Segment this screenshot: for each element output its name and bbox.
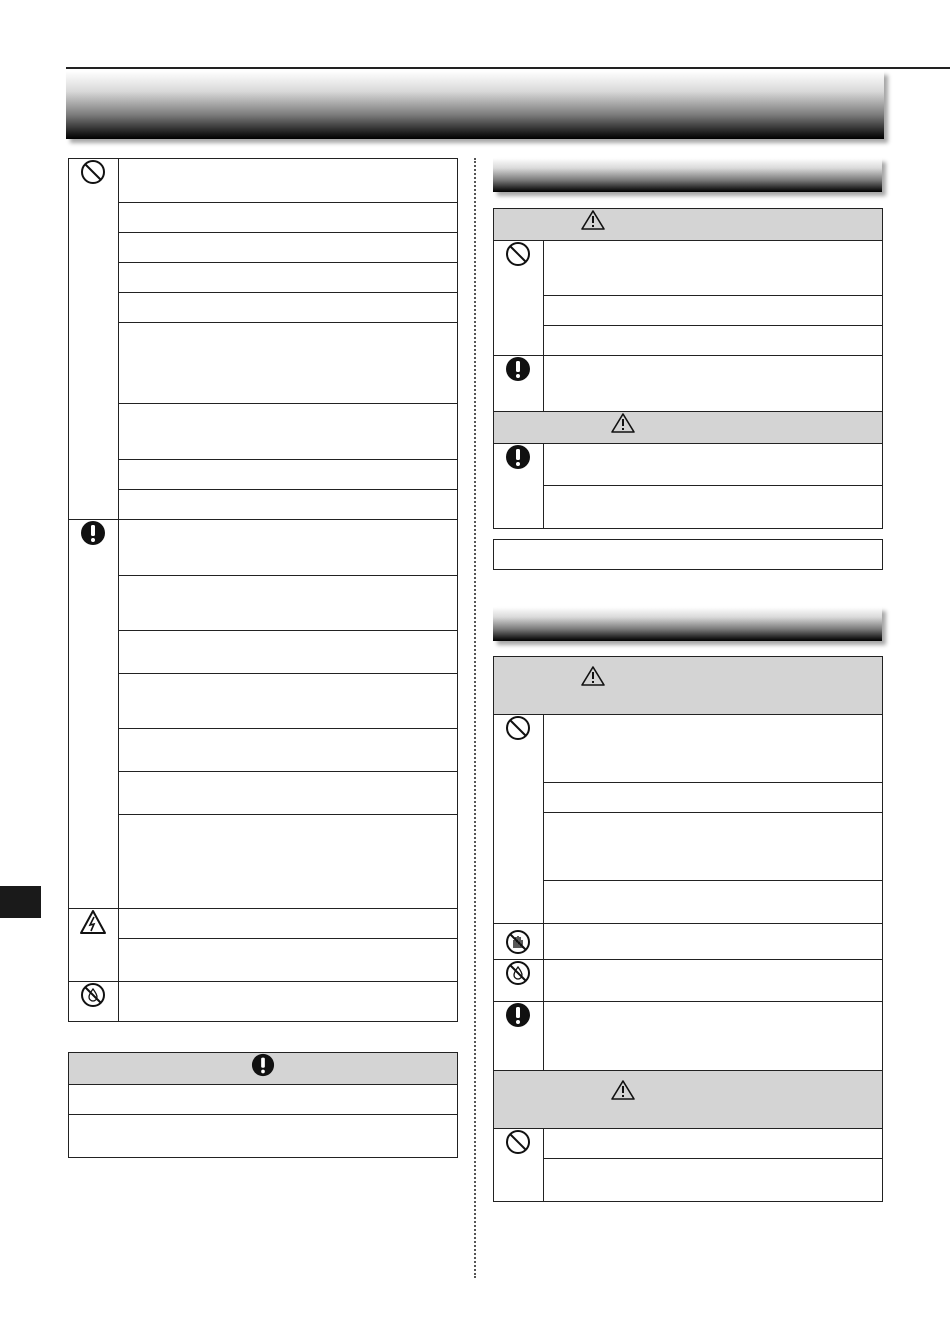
prohibition-icon xyxy=(505,715,531,741)
safety-row xyxy=(118,772,457,815)
warning-row xyxy=(543,924,882,960)
header-rule xyxy=(66,67,950,69)
no-water-icon xyxy=(80,982,106,1008)
warning-triangle-icon xyxy=(580,665,606,687)
warning-row xyxy=(543,715,882,783)
section-2-table xyxy=(493,656,883,1202)
safety-row xyxy=(118,576,457,631)
safety-row xyxy=(118,233,457,263)
exclamation-icon xyxy=(251,1053,275,1077)
exclamation-icon-cell xyxy=(494,356,544,412)
warning-row xyxy=(543,1002,882,1071)
caution-row xyxy=(543,444,882,486)
safety-row xyxy=(118,404,457,460)
safety-row xyxy=(118,982,457,1022)
safety-row xyxy=(118,631,457,674)
safety-row xyxy=(118,293,457,323)
warning-triangle-icon xyxy=(580,209,606,231)
prohibition-icon xyxy=(505,241,531,267)
exclamation-icon xyxy=(505,356,531,382)
prohibition-icon-cell xyxy=(494,1129,544,1202)
safety-row xyxy=(118,460,457,490)
warning-header xyxy=(494,657,883,715)
caution-header xyxy=(494,412,883,444)
safety-row xyxy=(118,520,457,576)
warning-row xyxy=(543,960,882,1002)
exclamation-icon-cell xyxy=(69,520,119,909)
prohibition-icon xyxy=(505,1129,531,1155)
no-wet-hands-icon xyxy=(505,929,531,955)
warning-row xyxy=(543,241,882,296)
notice-row xyxy=(69,1085,458,1115)
warning-row xyxy=(543,881,882,924)
warning-row xyxy=(543,783,882,813)
chapter-tab xyxy=(0,886,41,918)
prohibition-icon-cell xyxy=(494,241,544,356)
left-safety-table xyxy=(68,158,458,1022)
column-divider xyxy=(474,158,476,1278)
caution-row xyxy=(543,486,882,529)
left-notice-table xyxy=(68,1052,458,1158)
section-1-title-band xyxy=(493,158,882,192)
caution-header xyxy=(494,1071,883,1129)
warning-row xyxy=(543,356,882,412)
safety-row xyxy=(118,159,457,203)
warning-row xyxy=(543,813,882,881)
prohibition-icon-cell xyxy=(69,159,119,520)
page-title-band xyxy=(66,71,884,139)
safety-row xyxy=(118,203,457,233)
exclamation-icon xyxy=(505,444,531,470)
warning-triangle-icon xyxy=(610,412,636,434)
warning-header xyxy=(494,209,883,241)
safety-row xyxy=(118,674,457,729)
caution-row xyxy=(543,1129,882,1159)
section-2-title-band xyxy=(493,607,882,641)
safety-row xyxy=(118,490,457,520)
safety-row xyxy=(118,815,457,909)
electric-shock-icon-cell xyxy=(69,909,119,982)
warning-row xyxy=(543,326,882,356)
no-water-icon-cell xyxy=(69,982,119,1022)
warning-row xyxy=(543,296,882,326)
section-1-table xyxy=(493,208,883,529)
safety-row xyxy=(118,263,457,293)
prohibition-icon xyxy=(80,159,106,185)
prohibition-icon-cell xyxy=(494,715,544,924)
electric-shock-icon xyxy=(79,909,107,935)
exclamation-icon-cell xyxy=(494,444,544,529)
exclamation-icon xyxy=(80,520,106,546)
safety-row xyxy=(118,323,457,404)
no-water-icon xyxy=(505,960,531,986)
caution-row xyxy=(543,1159,882,1202)
note-row xyxy=(494,540,883,570)
no-wet-hands-icon-cell xyxy=(494,924,544,960)
exclamation-icon xyxy=(505,1002,531,1028)
notice-header xyxy=(69,1053,458,1085)
no-water-icon-cell xyxy=(494,960,544,1002)
safety-row xyxy=(118,729,457,772)
section-1-note xyxy=(493,539,883,570)
warning-triangle-icon xyxy=(610,1079,636,1101)
notice-row xyxy=(69,1115,458,1158)
safety-row xyxy=(118,939,457,982)
safety-row xyxy=(118,909,457,939)
exclamation-icon-cell xyxy=(494,1002,544,1071)
